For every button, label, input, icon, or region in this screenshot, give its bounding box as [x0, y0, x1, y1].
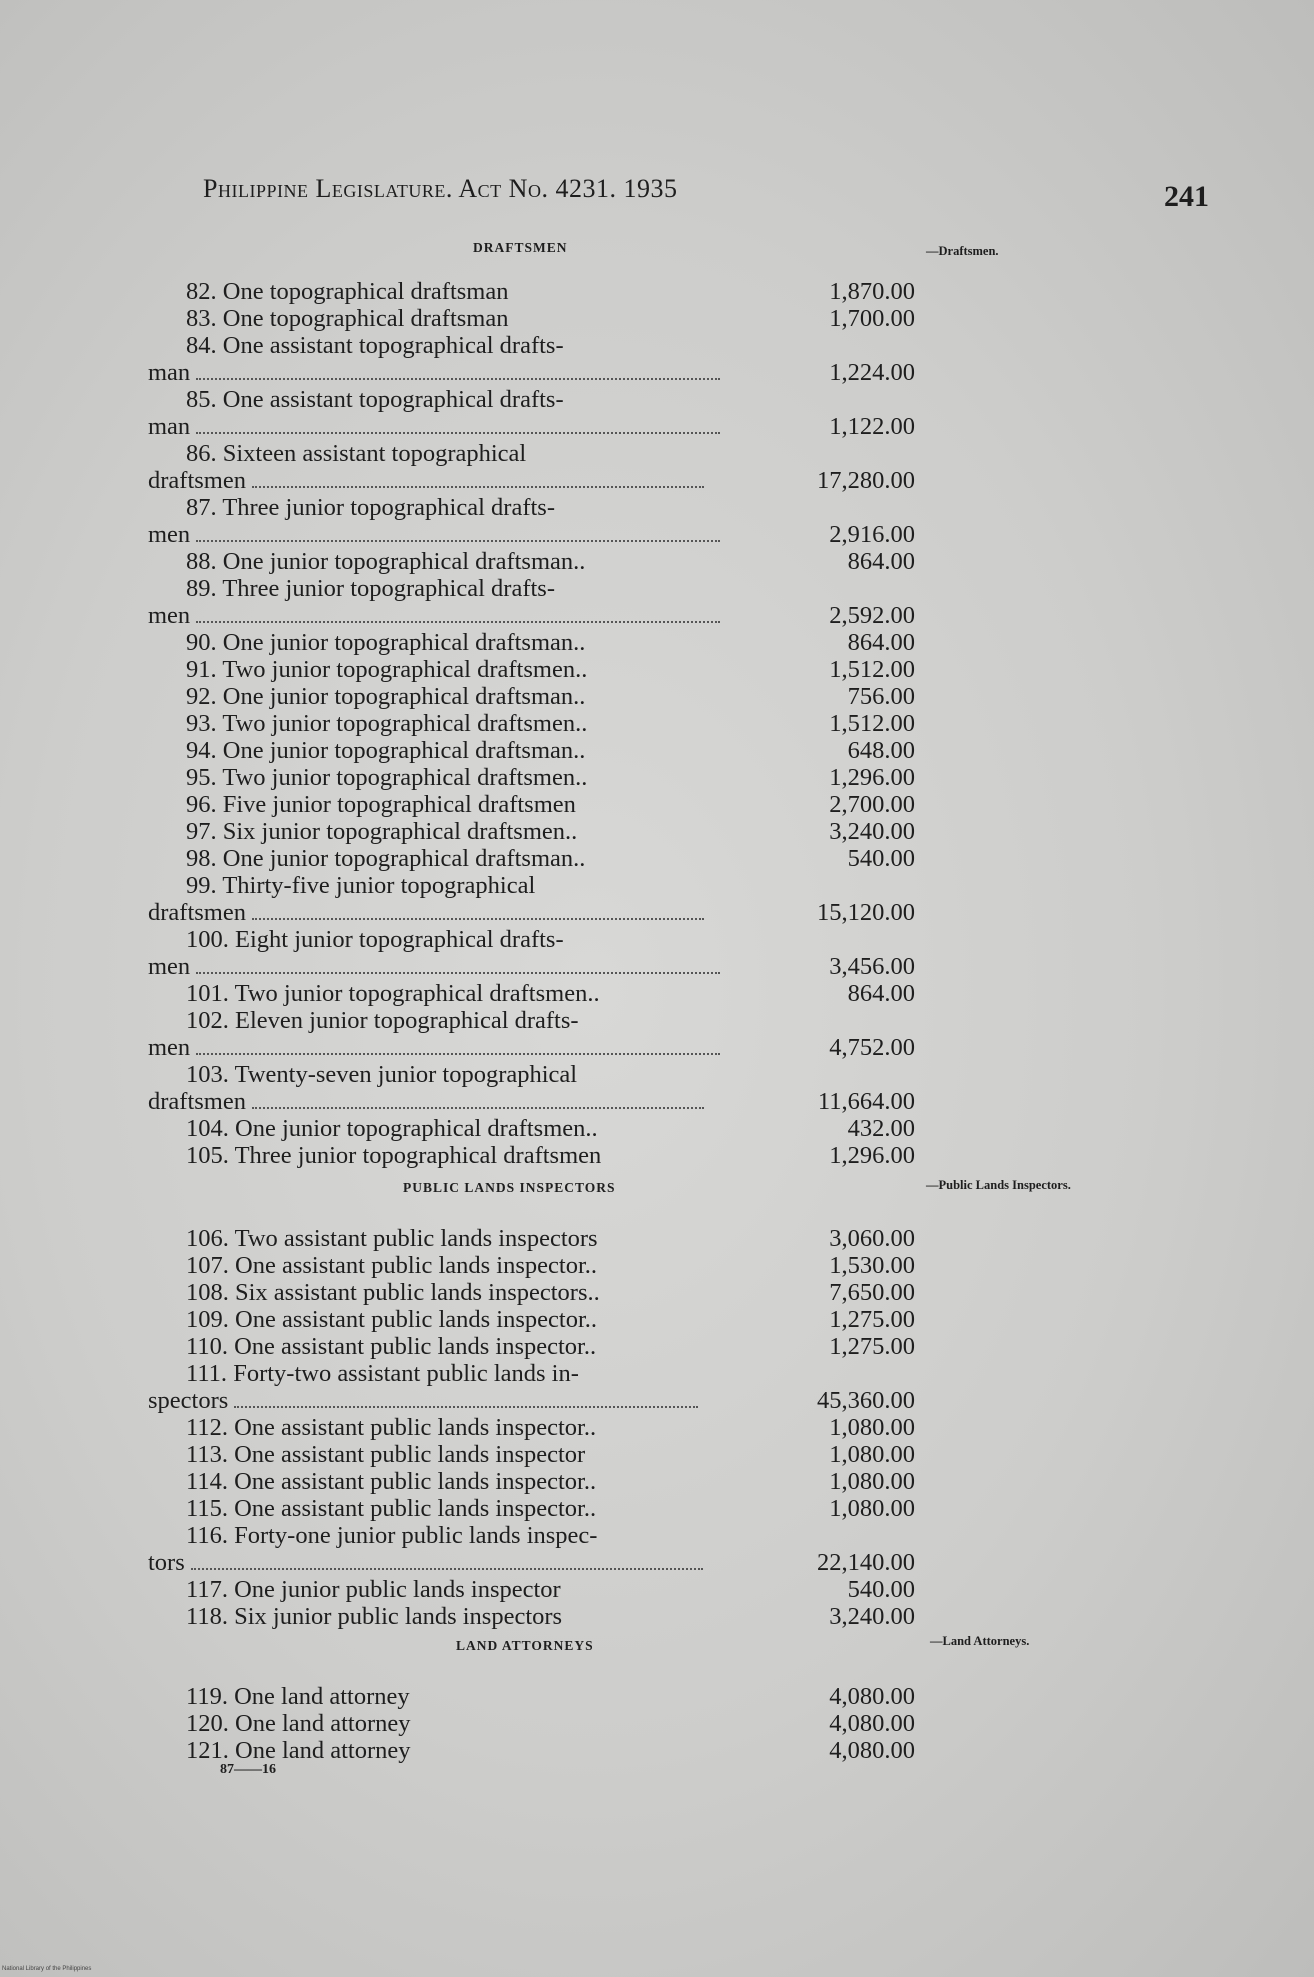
leader-dots [191, 1568, 703, 1570]
item-description: One land attorney [234, 1683, 410, 1710]
item-amount: 11,664.00 [817, 1088, 915, 1115]
item-description: One assistant public lands inspector.. [234, 1333, 597, 1360]
item-continuation: spectors [148, 1387, 698, 1414]
item-number: 105. [186, 1142, 235, 1169]
item-number: 93. [186, 710, 223, 737]
item-text [186, 791, 576, 818]
item-amount: 3,456.00 [829, 953, 915, 980]
item-description: One topographical draftsman [222, 305, 509, 332]
item-amount: 17,280.00 [817, 467, 915, 494]
margin-note-draftsmen: —Draftsmen. [926, 244, 999, 258]
item-number: 103. [186, 1061, 235, 1088]
item-text [186, 1225, 598, 1252]
item-number: 121. [186, 1737, 235, 1764]
item-amount: 1,275.00 [829, 1306, 915, 1333]
item-number: 88. [186, 548, 223, 575]
item-description: One assistant public lands inspector.. [235, 1306, 597, 1333]
item-number: 87. [186, 494, 223, 521]
item-amount: 648.00 [847, 737, 915, 764]
item-amount: 1,296.00 [829, 1142, 915, 1169]
item-description: One junior topographical draftsman.. [222, 845, 586, 872]
item-description: Six junior topographical draftsmen.. [222, 818, 578, 845]
item-text [186, 710, 587, 737]
item-number: 97. [186, 818, 223, 845]
item-amount: 432.00 [847, 1115, 915, 1142]
item-description: Three junior topographical drafts- [222, 575, 555, 602]
item-number: 84. [186, 332, 223, 359]
item-text [186, 1737, 411, 1764]
item-description: One junior topographical draftsman.. [222, 737, 586, 764]
item-description: Five junior topographical draftsmen [222, 791, 576, 818]
item-number: 100. [186, 926, 235, 953]
item-text [186, 1360, 579, 1387]
item-continuation: draftsmen [148, 467, 704, 494]
item-text [186, 1252, 597, 1279]
item-number: 82. [186, 278, 223, 305]
item-number: 92. [186, 683, 223, 710]
item-number: 108. [186, 1279, 235, 1306]
page-number: 241 [1164, 180, 1209, 213]
item-amount: 864.00 [847, 629, 915, 656]
item-number: 86. [186, 440, 223, 467]
item-description: Two junior topographical draftsmen.. [222, 764, 588, 791]
leader-dots [252, 1107, 704, 1109]
item-number: 83. [186, 305, 223, 332]
item-text [186, 1115, 598, 1142]
item-text [186, 1414, 596, 1441]
item-text [186, 1683, 410, 1710]
item-amount: 864.00 [847, 980, 915, 1007]
item-text [186, 1522, 597, 1549]
item-amount: 4,080.00 [829, 1710, 915, 1737]
item-amount: 1,296.00 [829, 764, 915, 791]
item-text [186, 1495, 596, 1522]
item-amount: 4,080.00 [829, 1737, 915, 1764]
item-text [186, 278, 508, 305]
item-amount: 1,870.00 [829, 278, 915, 305]
margin-note-land-attorneys: —Land Attorneys. [930, 1634, 1030, 1648]
item-description: Two junior topographical draftsmen.. [234, 980, 600, 1007]
item-amount: 2,592.00 [829, 602, 915, 629]
item-description: Eight junior topographical drafts- [235, 926, 564, 953]
item-description: One assistant public lands inspector [234, 1441, 586, 1468]
item-number: 114. [186, 1468, 235, 1495]
item-amount: 15,120.00 [817, 899, 915, 926]
item-continuation: draftsmen [148, 899, 704, 926]
item-amount: 540.00 [847, 1576, 915, 1603]
item-amount: 864.00 [847, 548, 915, 575]
item-continuation: draftsmen [148, 1088, 704, 1115]
item-continuation: men [148, 602, 720, 629]
item-description: Six assistant public lands inspectors.. [235, 1279, 600, 1306]
leader-dots [196, 621, 720, 623]
item-text [186, 926, 564, 953]
item-number: 112. [186, 1414, 235, 1441]
item-amount: 1,224.00 [829, 359, 915, 386]
item-description: Three junior topographical drafts- [222, 494, 555, 521]
item-description: One assistant public lands inspector.. [234, 1414, 597, 1441]
section-heading-public-lands-inspectors: PUBLIC LANDS INSPECTORS [403, 1180, 616, 1195]
item-number: 102. [186, 1007, 235, 1034]
item-description: One assistant public lands inspector.. [235, 1252, 597, 1279]
item-continuation: tors [148, 1549, 703, 1576]
item-text [186, 575, 555, 602]
item-number: 120. [186, 1710, 235, 1737]
item-amount: 45,360.00 [817, 1387, 915, 1414]
item-amount: 1,080.00 [829, 1414, 915, 1441]
item-number: 107. [186, 1252, 235, 1279]
running-head [203, 174, 677, 204]
item-description: Two junior topographical draftsmen.. [222, 710, 588, 737]
leader-dots [252, 486, 704, 488]
item-description: Two assistant public lands inspectors [234, 1225, 598, 1252]
item-amount: 540.00 [847, 845, 915, 872]
item-text [186, 656, 587, 683]
item-number: 91. [186, 656, 223, 683]
library-stamp: National Library of the Philippines [2, 1966, 92, 1972]
item-number: 90. [186, 629, 223, 656]
item-text [186, 440, 526, 467]
item-continuation: men [148, 953, 720, 980]
running-head-text: Philippine Legislature. Act No. 4231. 1935 [203, 174, 678, 203]
item-number: 89. [186, 575, 223, 602]
item-amount: 3,240.00 [829, 818, 915, 845]
signature-mark: 87——16 [220, 1762, 276, 1777]
item-description: One junior topographical draftsman.. [222, 548, 586, 575]
item-amount: 1,275.00 [829, 1333, 915, 1360]
item-text [186, 1279, 600, 1306]
leader-dots [196, 378, 720, 380]
item-number: 115. [186, 1495, 235, 1522]
item-amount: 1,080.00 [829, 1495, 915, 1522]
item-number: 119. [186, 1683, 235, 1710]
item-amount: 7,650.00 [829, 1279, 915, 1306]
item-description: One assistant public lands inspector.. [234, 1495, 597, 1522]
item-number: 111. [186, 1360, 234, 1387]
item-amount: 1,080.00 [829, 1441, 915, 1468]
item-amount: 1,512.00 [829, 656, 915, 683]
item-text [186, 386, 564, 413]
item-text [186, 1576, 561, 1603]
item-text [186, 1142, 601, 1169]
item-number: 113. [186, 1441, 235, 1468]
item-description: Sixteen assistant topographical [222, 440, 527, 467]
leader-dots [234, 1406, 698, 1408]
item-number: 85. [186, 386, 223, 413]
item-number: 117. [186, 1576, 235, 1603]
section-heading-land-attorneys: LAND ATTORNEYS [456, 1638, 594, 1653]
item-description: Thirty-five junior topographical [222, 872, 536, 899]
item-description: One junior public lands inspector [234, 1576, 561, 1603]
item-description: One land attorney [235, 1737, 411, 1764]
item-continuation: man [148, 359, 720, 386]
item-description: Forty-two assistant public lands in- [233, 1360, 579, 1387]
item-amount: 1,080.00 [829, 1468, 915, 1495]
item-amount: 3,240.00 [829, 1603, 915, 1630]
item-amount: 22,140.00 [817, 1549, 915, 1576]
leader-dots [252, 918, 704, 920]
item-amount: 1,530.00 [829, 1252, 915, 1279]
item-number: 101. [186, 980, 235, 1007]
item-text [186, 980, 600, 1007]
item-description: One junior topographical draftsman.. [222, 683, 586, 710]
item-number: 95. [186, 764, 223, 791]
leader-dots [196, 432, 720, 434]
item-number: 116. [186, 1522, 235, 1549]
item-text [186, 1710, 411, 1737]
item-number: 109. [186, 1306, 235, 1333]
section-heading-draftsmen: DRAFTSMEN [473, 240, 568, 255]
item-number: 110. [186, 1333, 235, 1360]
item-number: 118. [186, 1603, 235, 1630]
item-continuation: man [148, 413, 720, 440]
leader-dots [196, 972, 720, 974]
item-amount: 756.00 [847, 683, 915, 710]
item-text [186, 845, 585, 872]
item-amount: 1,122.00 [829, 413, 915, 440]
item-number: 104. [186, 1115, 235, 1142]
item-text [186, 1306, 597, 1333]
item-text [186, 1468, 596, 1495]
item-number: 94. [186, 737, 223, 764]
margin-note-public-lands-inspectors: —Public Lands Inspectors. [926, 1178, 1071, 1192]
item-amount: 4,080.00 [829, 1683, 915, 1710]
item-description: One assistant topographical drafts- [222, 332, 564, 359]
item-description: Three junior topographical draftsmen [234, 1142, 602, 1169]
item-description: One topographical draftsman [222, 278, 509, 305]
item-description: Eleven junior topographical drafts- [235, 1007, 579, 1034]
item-amount: 4,752.00 [829, 1034, 915, 1061]
item-continuation: men [148, 521, 720, 548]
item-text [186, 629, 585, 656]
item-description: One junior topographical draftsman.. [222, 629, 586, 656]
item-description: One assistant public lands inspector.. [234, 1468, 597, 1495]
item-amount: 1,512.00 [829, 710, 915, 737]
item-amount: 3,060.00 [829, 1225, 915, 1252]
item-text [186, 1441, 585, 1468]
item-continuation: men [148, 1034, 720, 1061]
item-text [186, 1333, 596, 1360]
item-description: Six junior public lands inspectors [234, 1603, 563, 1630]
item-text [186, 683, 585, 710]
item-text [186, 494, 555, 521]
item-description: One assistant topographical drafts- [222, 386, 564, 413]
item-amount: 2,916.00 [829, 521, 915, 548]
item-description: Forty-one junior public lands inspec- [234, 1522, 598, 1549]
item-text [186, 764, 587, 791]
item-text [186, 1061, 577, 1088]
leader-dots [196, 1053, 720, 1055]
item-description: Two junior topographical draftsmen.. [222, 656, 588, 683]
item-description: Twenty-seven junior topographical [234, 1061, 578, 1088]
item-amount: 2,700.00 [829, 791, 915, 818]
item-text [186, 872, 535, 899]
item-description: One land attorney [235, 1710, 411, 1737]
item-text [186, 737, 585, 764]
item-number: 99. [186, 872, 223, 899]
item-text [186, 818, 577, 845]
item-text [186, 1603, 562, 1630]
item-number: 96. [186, 791, 223, 818]
item-amount: 1,700.00 [829, 305, 915, 332]
leader-dots [196, 540, 720, 542]
item-number: 106. [186, 1225, 235, 1252]
item-text [186, 548, 585, 575]
item-text [186, 1007, 579, 1034]
item-number: 98. [186, 845, 223, 872]
item-description: One junior topographical draftsmen.. [235, 1115, 598, 1142]
item-text [186, 332, 564, 359]
item-text [186, 305, 508, 332]
